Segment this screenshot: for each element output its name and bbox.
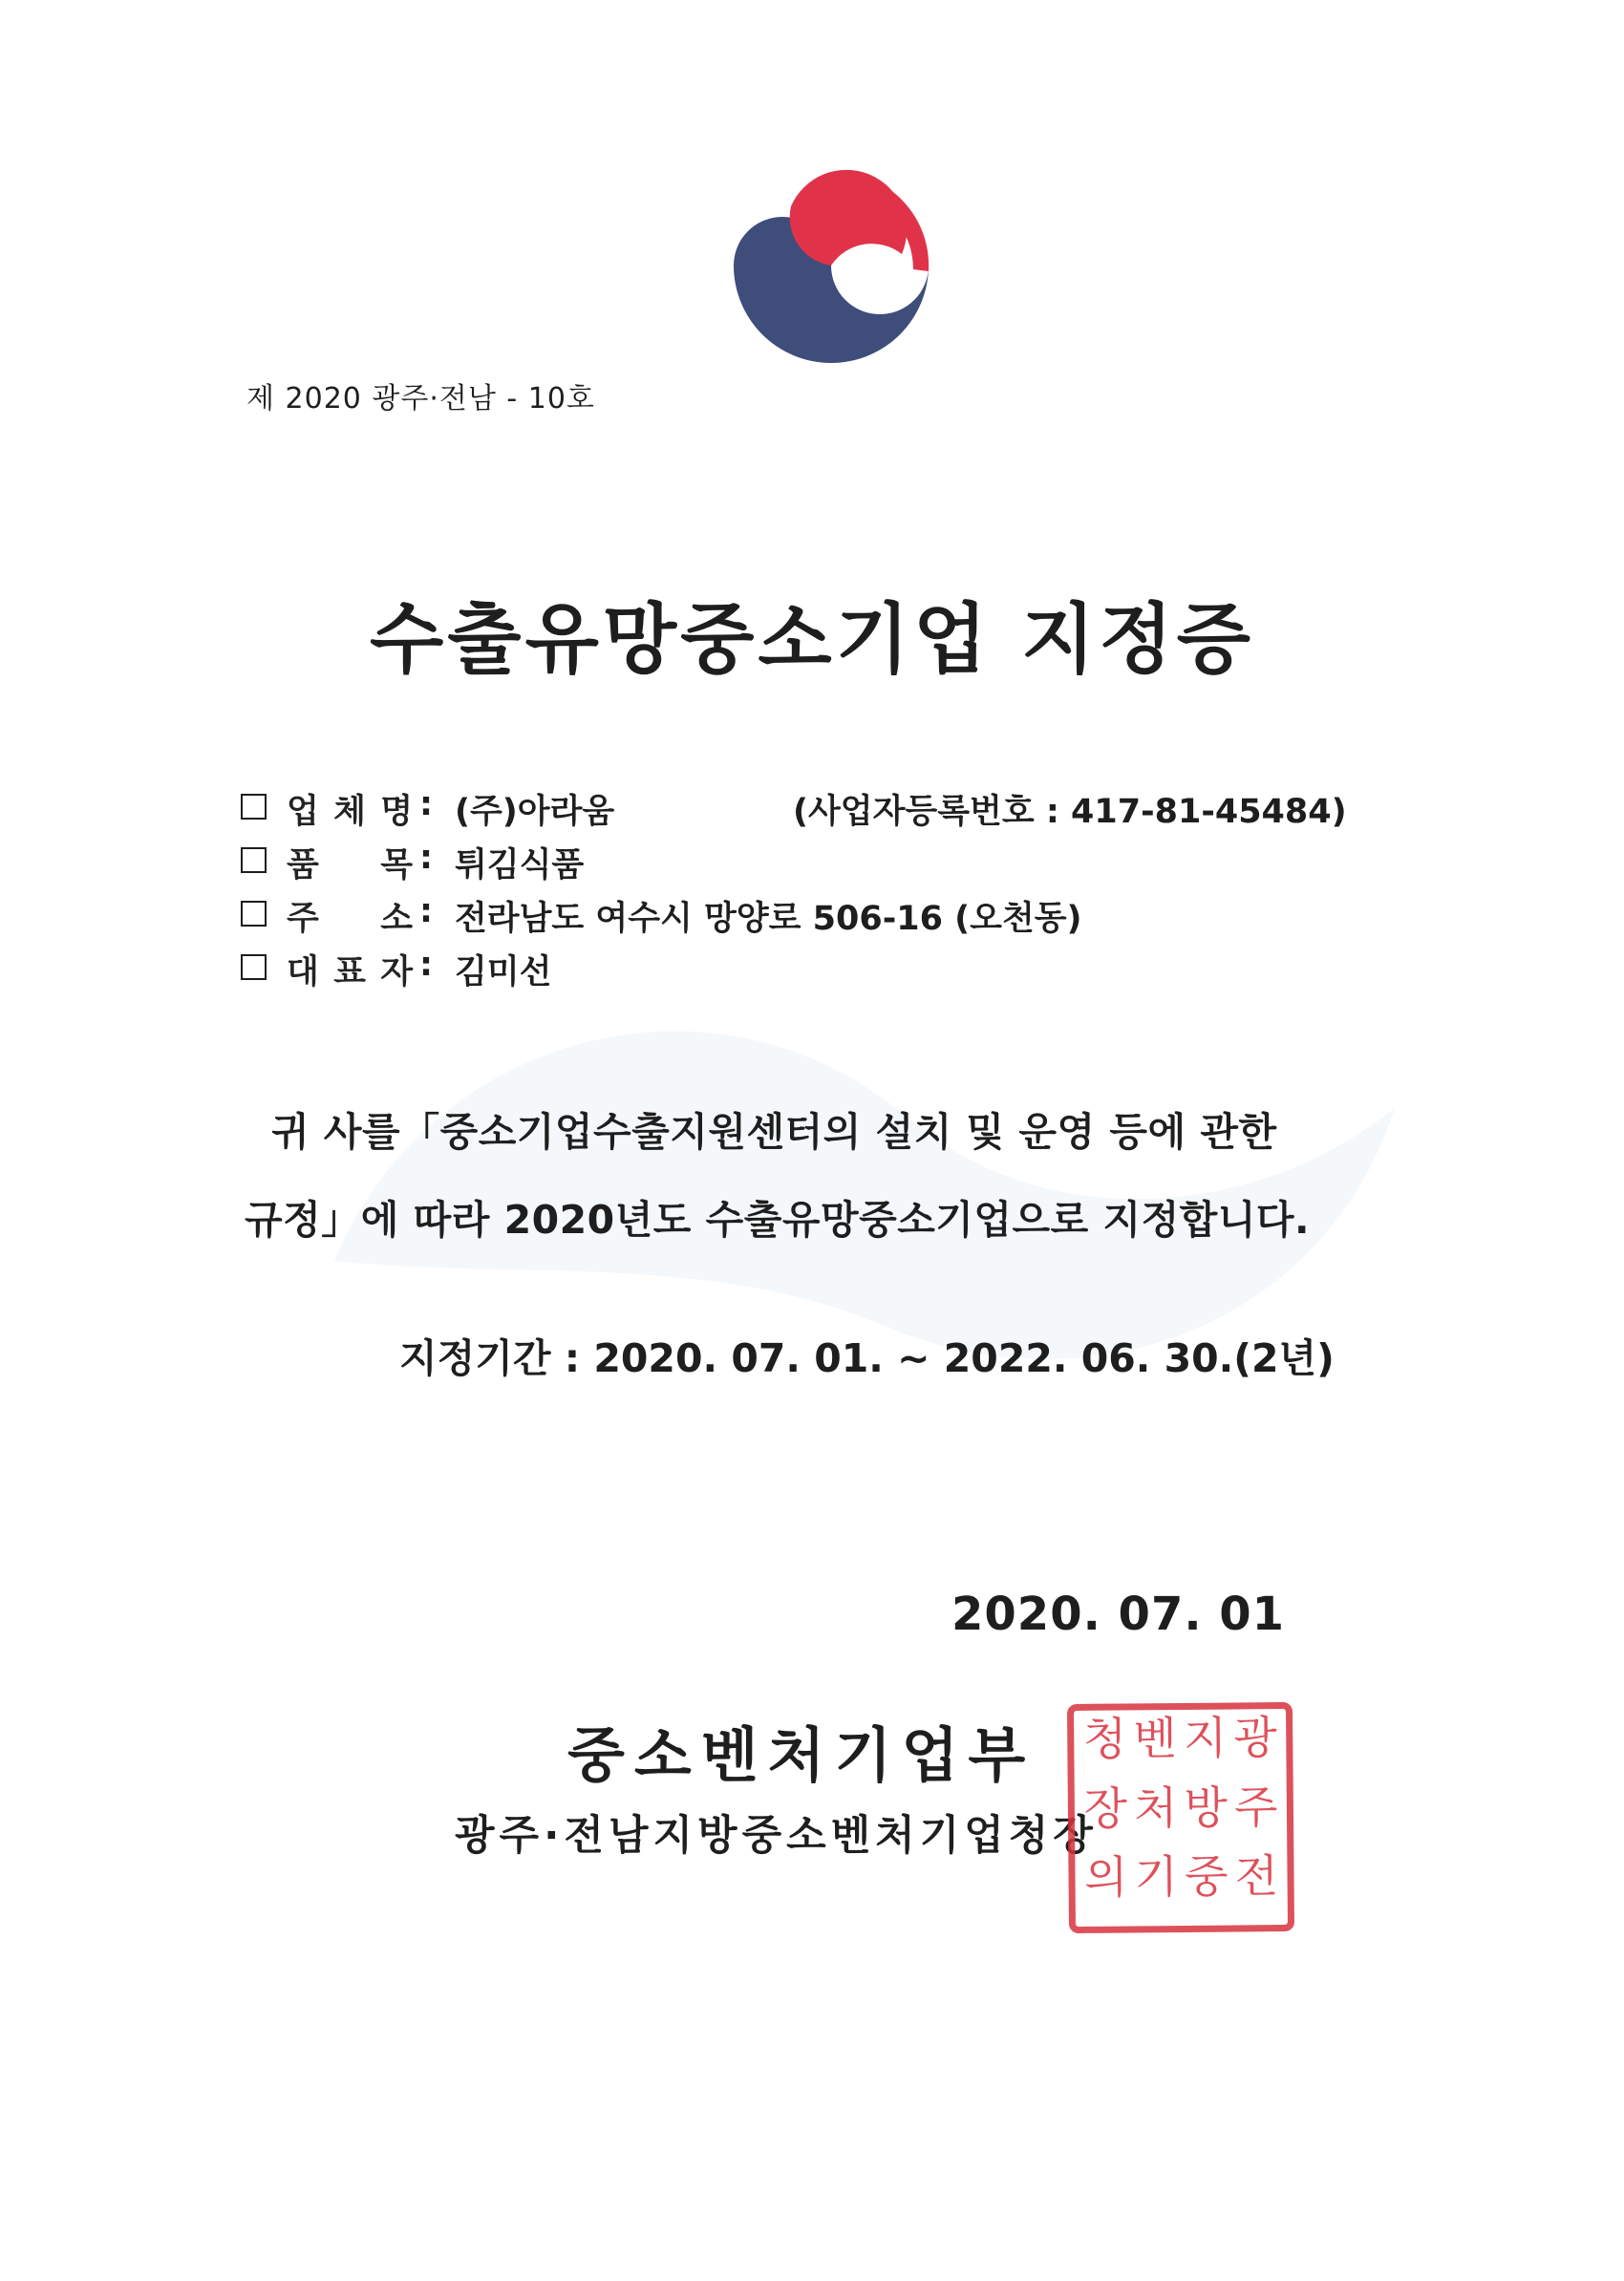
checkbox-icon [241, 794, 267, 820]
info-label [287, 892, 413, 940]
government-emblem-icon [715, 149, 948, 382]
checkbox-icon [241, 847, 267, 873]
seal-char: 벤 [1133, 1713, 1177, 1766]
seal-char: 주 [1233, 1780, 1278, 1835]
seal-grid [1079, 1713, 1282, 1923]
seal-char: 광 [1233, 1712, 1277, 1765]
checkbox-icon [241, 901, 267, 927]
issue-date: 2020. 07. 01 [951, 1588, 1286, 1641]
seal-char: 의 [1083, 1851, 1128, 1906]
info-value: 김미선 [455, 953, 552, 991]
info-label-char: 체 [333, 793, 366, 831]
page-title: 수출유망중소기업 지정증 [370, 595, 1254, 684]
info-value: 전라남도 여수시 망양로 506-16 (오천동) [455, 900, 1082, 938]
official-seal-icon [1067, 1702, 1294, 1933]
info-colon: : [419, 839, 433, 877]
seal-char: 중 [1184, 1850, 1229, 1905]
seal-char: 장 [1083, 1782, 1128, 1836]
seal-char: 청 [1082, 1713, 1127, 1766]
seal-char: 기 [1134, 1851, 1179, 1905]
seal-char: 지 [1183, 1712, 1228, 1765]
body-text-line: 귀 사를「중소기업수출지원센터의 설치 및 운영 등에 관한 [271, 1109, 1277, 1155]
info-label [287, 839, 413, 886]
designation-period: 지정기간 : 2020. 07. 01. ~ 2022. 06. 30.(2년) [399, 1335, 1335, 1381]
checkbox-icon [241, 954, 267, 980]
info-label-char: 품 [287, 846, 319, 885]
issuing-office: 광주·전남지방중소벤처기업청장 [455, 1812, 1098, 1860]
info-label-char: 대 [287, 953, 319, 991]
info-label-char: 업 [287, 793, 319, 831]
info-colon: : [419, 892, 433, 930]
body-text-line: 규정」에 따라 2020년도 수출유망중소기업으로 지정합니다. [245, 1197, 1311, 1243]
business-registration-number: (사업자등록번호 : 417-81-45484) [793, 793, 1347, 831]
seal-char: 방 [1184, 1781, 1229, 1835]
seal-char: 처 [1133, 1781, 1178, 1836]
info-label [287, 785, 413, 833]
info-label-char: 자 [380, 953, 413, 991]
certificate-number: 제 2020 광주·전남 - 10호 [246, 382, 595, 416]
seal-char: 전 [1234, 1850, 1279, 1904]
info-label-char: 표 [333, 953, 366, 991]
info-colon: : [419, 946, 433, 984]
info-label-char: 소 [380, 900, 413, 938]
info-colon: : [419, 785, 433, 823]
info-label-char: 목 [380, 846, 413, 885]
info-value: (주)아라움 [455, 793, 615, 831]
info-label-char: 주 [287, 900, 319, 938]
ministry-name: 중소벤처기업부 [567, 1720, 1036, 1790]
info-label [287, 946, 413, 993]
info-label-char: 명 [380, 793, 413, 831]
info-value: 튀김식품 [455, 846, 585, 885]
